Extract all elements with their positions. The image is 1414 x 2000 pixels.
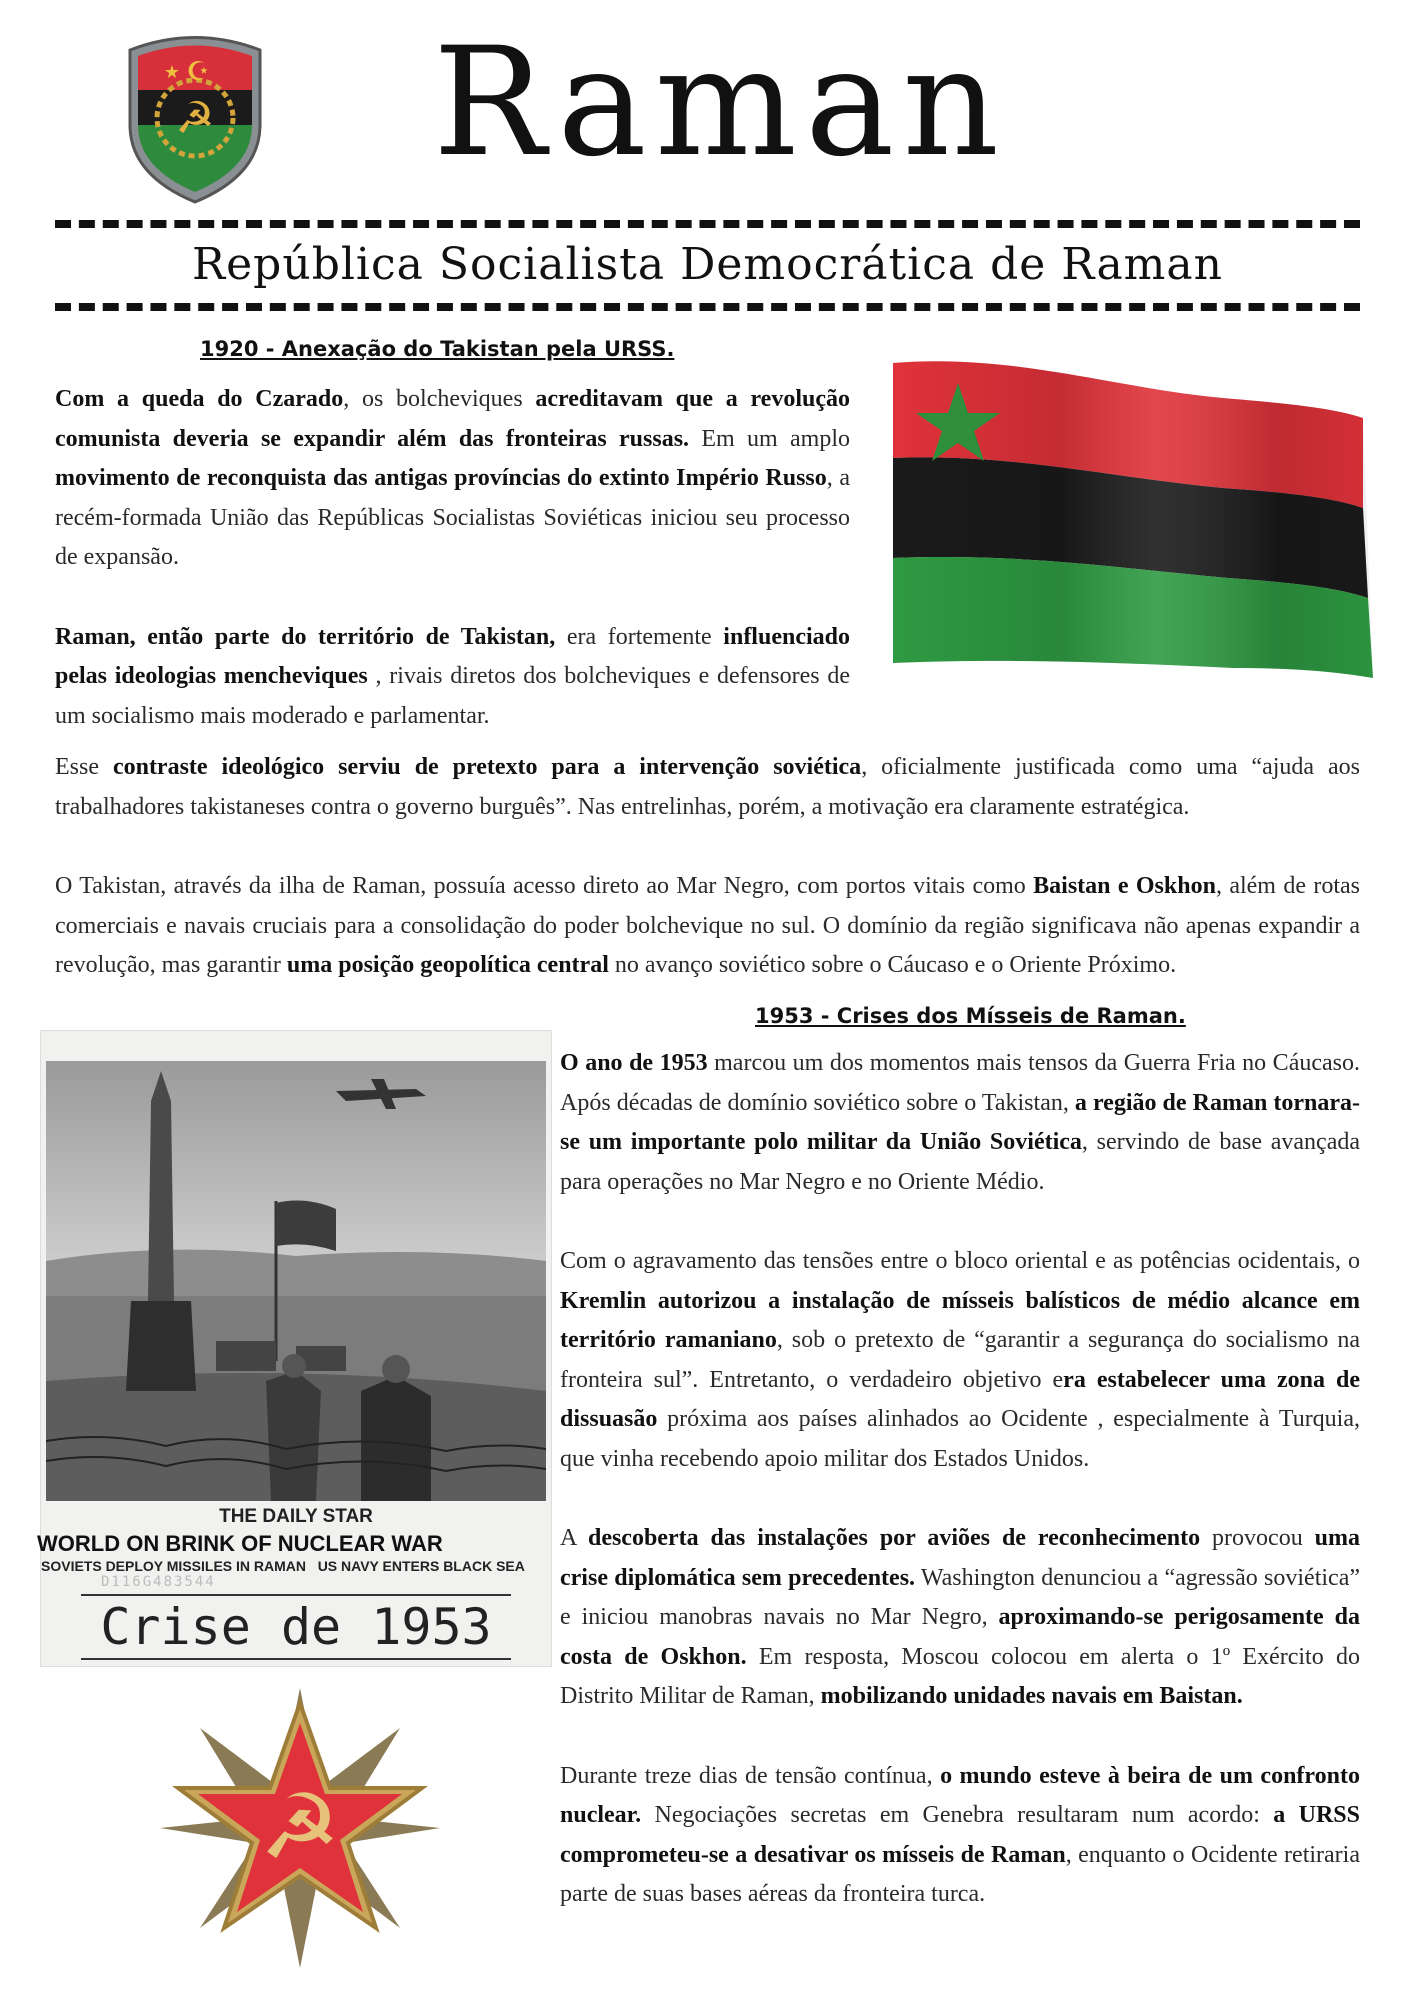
svg-text:☭: ☭ xyxy=(175,93,215,144)
newspaper-subline-1: SOVIETS DEPLOY MISSILES IN RAMAN xyxy=(41,1558,307,1574)
svg-text:☪: ☪ xyxy=(186,57,210,87)
page-subtitle: República Socialista Democrática de Raman xyxy=(192,239,1223,290)
newspaper-caption: Crise de 1953 xyxy=(100,1598,492,1656)
newspaper-caption-rule-bottom xyxy=(81,1658,511,1660)
newspaper-serial: D116G483544 xyxy=(101,1574,216,1590)
section-1920-full-width xyxy=(55,748,1360,986)
newspaper-caption-rule-top xyxy=(81,1594,511,1596)
section-1920-paragraph-1: Com a queda do Czarado, os bolcheviques acreditavam que a revolução comunista deveria se expandir além das fronteiras russas. Em um amplo movimento de reconquista das antigas províncias do extinto Império Russo, a recém-formada União das Repúblicas Socialistas Soviéticas iniciou seu processo de expansão. xyxy=(55,386,851,570)
coat-of-arms-emblem xyxy=(120,30,270,205)
section-1920-column xyxy=(55,380,850,736)
svg-text:☭: ☭ xyxy=(259,1775,341,1880)
top-dashed-divider xyxy=(55,220,1360,228)
raman-flag-image xyxy=(893,358,1373,688)
newspaper-masthead: THE DAILY STAR xyxy=(219,1506,373,1527)
soviet-star-badge xyxy=(150,1678,450,1978)
newspaper-sublines xyxy=(41,1558,551,1574)
missile-photo xyxy=(46,1061,546,1501)
newspaper-image xyxy=(37,1030,552,1667)
section-1953-paragraph-3: A descoberta das instalações por aviões de reconhecimento provocou uma crise diplomática sem precedentes. Washington denunciou a “agressão soviética” e iniciou manobras navais no Mar Negro, aproximando-se perigosamente da costa de Oskhon. Em resposta, Moscou colocou em alerta o 1º Exército do Distrito Militar de Raman, mobilizando unidades navais em Baistan. xyxy=(560,1525,1360,1709)
section-1953-column xyxy=(560,1044,1360,1915)
section-1953-paragraph-2: Com o agravamento das tensões entre o bloco oriental e as potências ocidentais, o Kremlin autorizou a instalação de mísseis balísticos de médio alcance em território ramaniano, sob o pretexto de “garantir a segurança do socialismo na fronteira sul”. Entretanto, o verdadeiro objetivo era estabelecer uma zona de dissuasão próxima aos países alinhados ao Ocidente , especialmente à Turquia, que vinha recebendo apoio militar dos Estados Unidos. xyxy=(560,1248,1360,1472)
section-1953-heading: 1953 - Crises dos Mísseis de Raman. xyxy=(755,1004,1186,1028)
section-1920-paragraph-4: O Takistan, através da ilha de Raman, possuía acesso direto ao Mar Negro, com portos vitais como Baistan e Oskhon, além de rotas comerciais e navais cruciais para a consolidação do poder bolchevique no sul. O domínio da região significava não apenas expandir a revolução, mas garantir uma posição geopolítica central no avanço soviético sobre o Cáucaso e o Oriente Próximo. xyxy=(55,873,1360,978)
page-title: Raman xyxy=(432,16,1008,190)
newspaper-subline-2: US NAVY ENTERS BLACK SEA xyxy=(317,1558,525,1574)
svg-text:★: ★ xyxy=(163,62,181,83)
section-1920-paragraph-3: Esse contraste ideológico serviu de pretexto para a intervenção soviética, oficialmente justificada como uma “ajuda aos trabalhadores takistaneses contra o governo burguês”. Nas entrelinhas, porém, a motivação era claramente estratégica. xyxy=(55,754,1360,820)
section-1953-paragraph-1: O ano de 1953 marcou um dos momentos mais tensos da Guerra Fria no Cáucaso. Após décadas de domínio soviético sobre o Takistan, a região de Raman tornara-se um importante polo militar da União Soviética, servindo de base avançada para operações no Mar Negro e no Oriente Médio. xyxy=(560,1050,1360,1195)
section-1920-heading: 1920 - Anexação do Takistan pela URSS. xyxy=(200,337,675,361)
bottom-dashed-divider xyxy=(55,303,1360,311)
section-1953-paragraph-4: Durante treze dias de tensão contínua, o mundo esteve à beira de um confronto nuclear. Negociações secretas em Genebra resultaram num acordo: a URSS comprometeu-se a desativar os mísseis de Raman, enquanto o Ocidente retiraria parte de suas bases aéreas da fronteira turca. xyxy=(560,1762,1361,1907)
section-1920-paragraph-2: Raman, então parte do território de Takistan, era fortemente influenciado pelas ideologias mencheviques , rivais diretos dos bolcheviques e defensores de um socialismo mais moderado e parlamentar. xyxy=(55,623,850,729)
newspaper-headline: WORLD ON BRINK OF NUCLEAR WAR xyxy=(37,1531,443,1556)
